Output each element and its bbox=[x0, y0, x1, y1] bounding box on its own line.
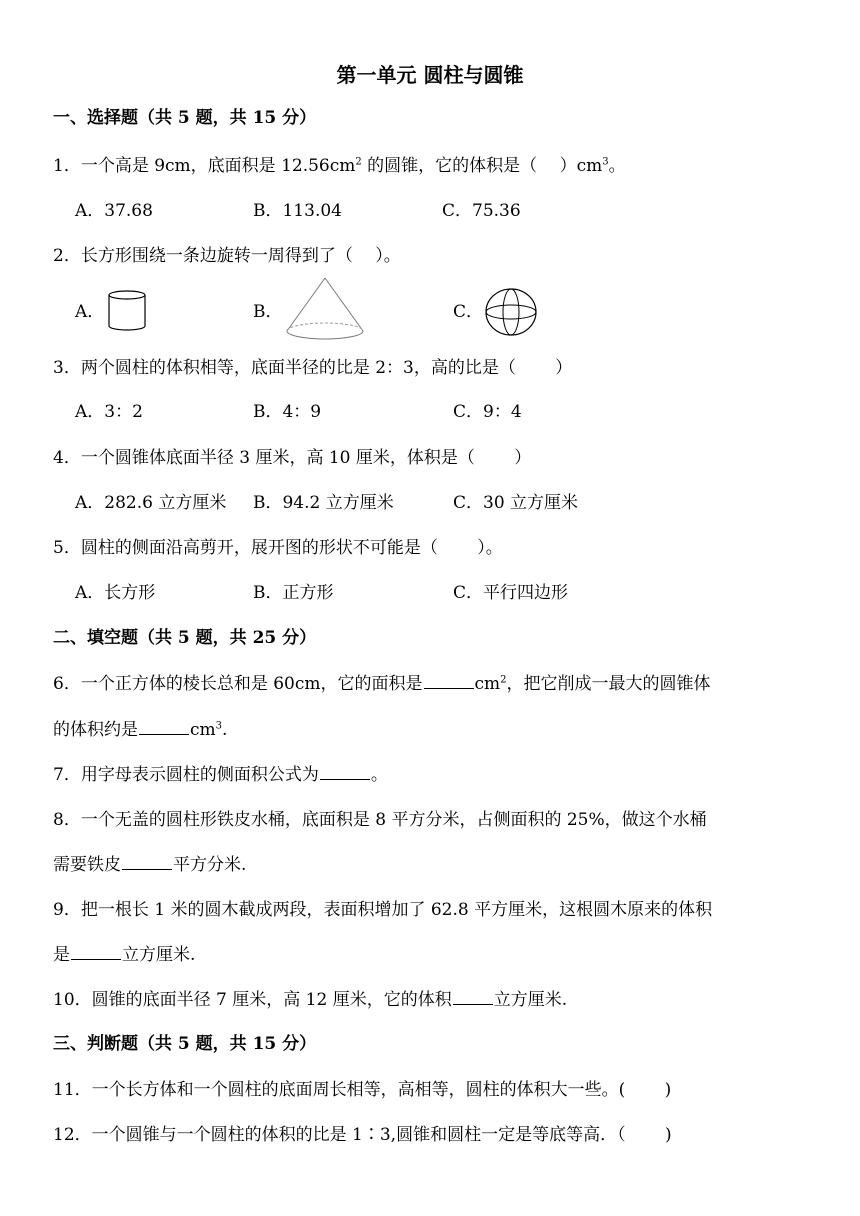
question-8-cont: 需要铁皮 平方分米. bbox=[53, 851, 246, 879]
q3-option-a: A．3：2 bbox=[75, 402, 143, 422]
cone-icon bbox=[284, 276, 366, 342]
question-3: 3．两个圆柱的体积相等，底面半径的比是 2：3，高的比是（ ） bbox=[53, 358, 573, 378]
q1-option-c: C．75.36 bbox=[442, 201, 521, 221]
q2-option-a: A． bbox=[75, 302, 105, 322]
section-heading-fill: 二、填空题（共 5 题，共 25 分） bbox=[53, 628, 317, 648]
section-heading-judge: 三、判断题（共 5 题，共 15 分） bbox=[53, 1034, 317, 1054]
question-6-cont: 的体积约是 $cm^3$. bbox=[53, 716, 227, 744]
q4-option-b: B．94.2 立方厘米 bbox=[253, 493, 394, 513]
question-12: 12．一个圆锥与一个圆柱的体积的比是 1∶3,圆锥和圆柱一定是等底等高．（ ) bbox=[53, 1125, 672, 1145]
q1-option-b: B．113.04 bbox=[253, 201, 342, 221]
q4-option-c: C．30 立方厘米 bbox=[453, 493, 579, 513]
answer-blank[interactable] bbox=[320, 761, 370, 780]
question-1: 1．一个高是 9cm，底面积是 $12.56cm^2$ 的圆锥，它的体积是（ ）$cm^3$。 bbox=[53, 156, 626, 176]
answer-blank[interactable] bbox=[139, 716, 189, 735]
answer-blank[interactable] bbox=[71, 941, 121, 960]
question-2: 2．长方形围绕一条边旋转一周得到了（ ）。 bbox=[53, 246, 401, 266]
question-6: 6．一个正方体的棱长总和是 60cm，它的面积是 $cm^2$，把它削成一最大的圆锥体 bbox=[53, 670, 711, 698]
q3-option-c: C．9：4 bbox=[453, 402, 522, 422]
page-title: 第一单元 圆柱与圆锥 bbox=[336, 63, 524, 87]
question-11: 11．一个长方体和一个圆柱的底面周长相等，高相等，圆柱的体积大一些。( ) bbox=[53, 1080, 672, 1100]
q2-option-b: B． bbox=[253, 302, 283, 322]
q5-option-b: B．正方形 bbox=[253, 583, 334, 603]
answer-blank[interactable] bbox=[122, 851, 172, 870]
sphere-icon bbox=[484, 287, 538, 337]
section-heading-choice: 一、选择题（共 5 题，共 15 分） bbox=[53, 108, 317, 128]
question-10: 10．圆锥的底面半径 7 厘米，高 12 厘米，它的体积 立方厘米. bbox=[53, 986, 567, 1014]
question-9: 9．把一根长 1 米的圆木截成两段，表面积增加了 62.8 平方厘米，这根圆木原来的体积 bbox=[53, 900, 713, 920]
question-9-cont: 是 立方厘米. bbox=[53, 941, 195, 969]
cylinder-icon bbox=[106, 288, 148, 334]
answer-blank[interactable] bbox=[453, 986, 493, 1005]
question-5: 5．圆柱的侧面沿高剪开，展开图的形状不可能是（ ）。 bbox=[53, 538, 503, 558]
q3-option-b: B．4：9 bbox=[253, 402, 322, 422]
answer-blank[interactable] bbox=[424, 670, 474, 689]
q4-option-a: A．282.6 立方厘米 bbox=[75, 493, 227, 513]
question-7: 7．用字母表示圆柱的侧面积公式为 。 bbox=[53, 761, 388, 789]
q2-option-c: C． bbox=[453, 302, 484, 322]
q1-option-a: A．37.68 bbox=[75, 201, 153, 221]
q5-option-a: A．长方形 bbox=[75, 583, 156, 603]
question-4: 4．一个圆锥体底面半径 3 厘米，高 10 厘米，体积是（ ） bbox=[53, 448, 532, 468]
question-8: 8．一个无盖的圆柱形铁皮水桶，底面积是 8 平方分米，占侧面积的 25%，做这个水桶 bbox=[53, 810, 707, 830]
q5-option-c: C．平行四边形 bbox=[453, 583, 569, 603]
